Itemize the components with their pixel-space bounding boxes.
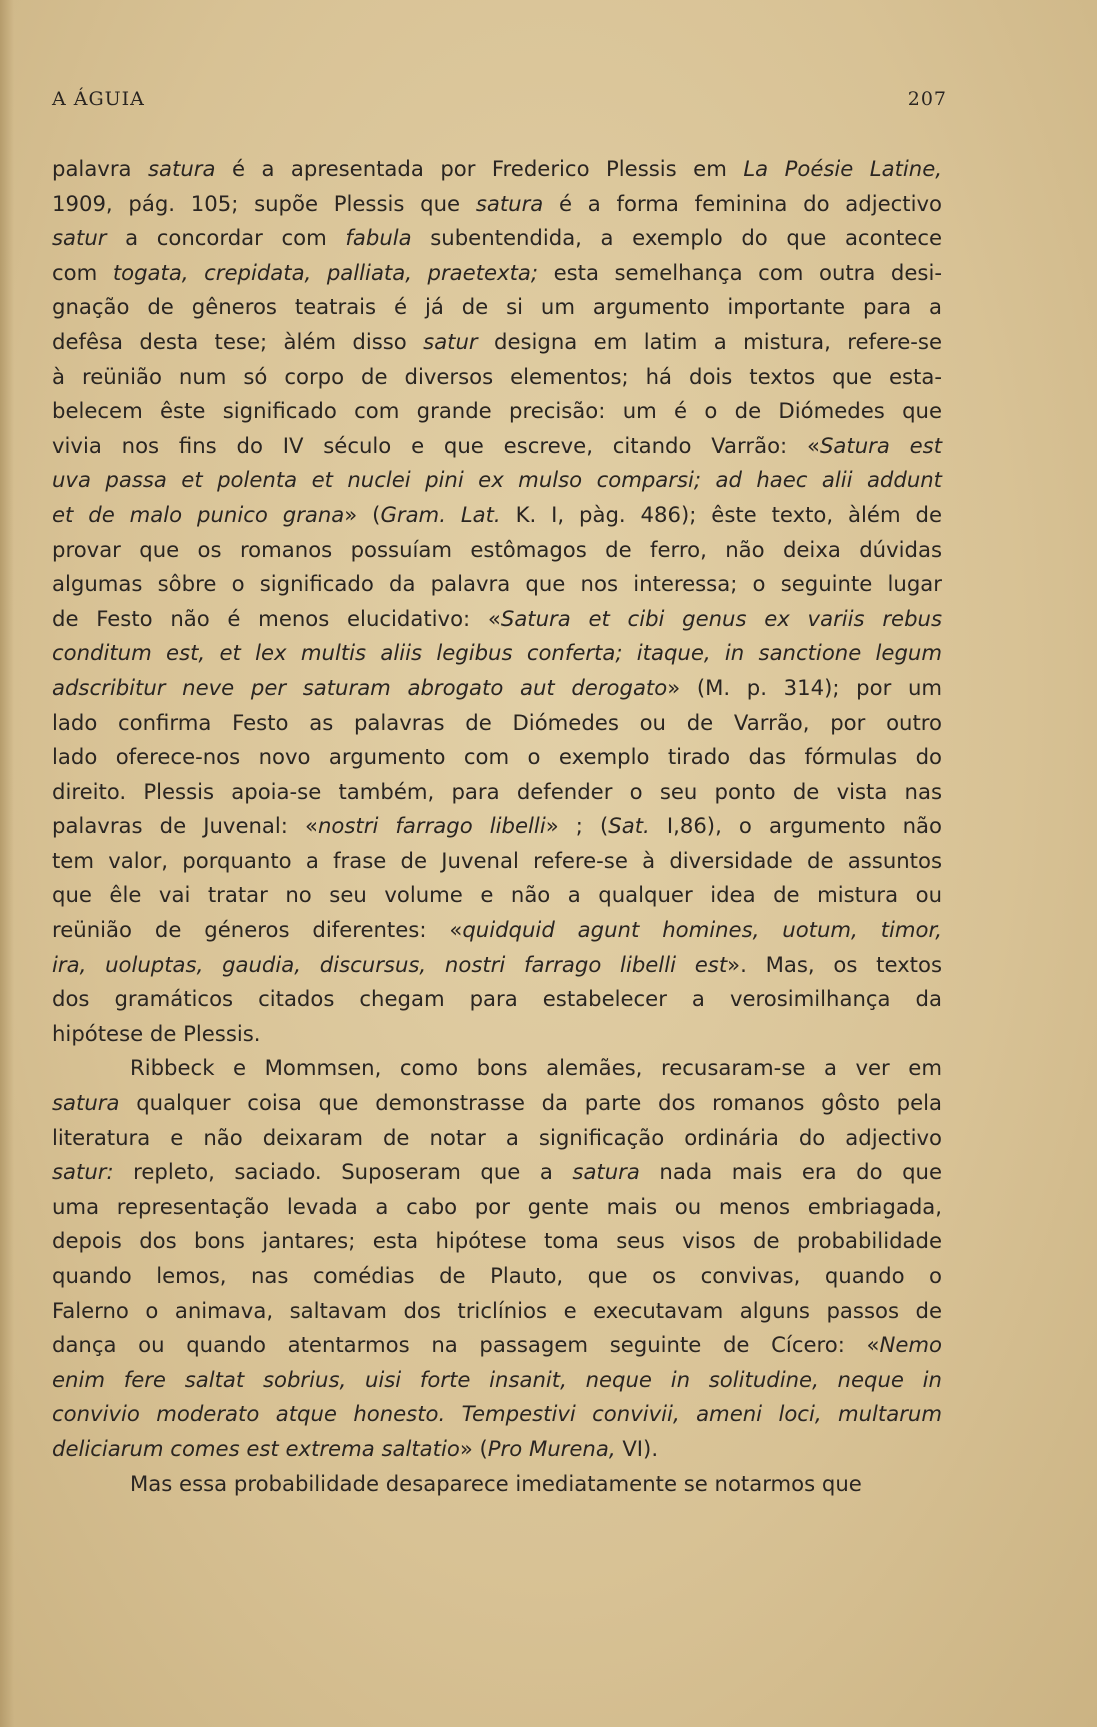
text-line: literatura e não deixaram de notar a significação ordinária do adjectivo xyxy=(52,1124,942,1150)
text-line: hipótese de Plessis. xyxy=(52,1020,261,1046)
text-line: lado confirma Festo as palavras de Diómedes ou de Varrão, por outro xyxy=(52,709,942,735)
text-line: vivia nos fins do IV século e que escreve, citando Varrão: «Satura est xyxy=(52,432,943,458)
text-line: palavras de Juvenal: «nostri farrago libelli» ; (Sat. I,86), o argumento não xyxy=(52,813,943,839)
text-line: gnação de gêneros teatrais é já de si um argumento importante para a xyxy=(52,294,942,320)
text-line: conditum est, et lex multis aliis legibus conferta; itaque, in sanctione legum xyxy=(52,640,942,666)
page-number: 207 xyxy=(907,88,947,110)
text-line: enim fere saltat sobrius, uisi forte insanit, neque in solitudine, neque in xyxy=(52,1366,942,1392)
text-line: com togata, crepidata, palliata, praetexta; esta semelhança com outra desi- xyxy=(52,259,942,285)
text-line: defêsa desta tese; àlém disso satur designa em latim a mistura, refere-se xyxy=(52,328,943,354)
text-line: que êle vai tratar no seu volume e não a qualquer idea de mistura ou xyxy=(52,882,942,908)
text-line: deliciarum comes est extrema saltatio» (Pro Murena, VI). xyxy=(52,1435,659,1461)
text-line: à reünião num só corpo de diversos elementos; há dois textos que esta- xyxy=(52,363,942,389)
text-line: et de malo punico grana» (Gram. Lat. K. I, pàg. 486); êste texto, àlém de xyxy=(52,501,942,527)
text-line: belecem êste significado com grande precisão: um é o de Diómedes que xyxy=(52,398,942,424)
text-line: uva passa et polenta et nuclei pini ex mulso comparsi; ad haec alii addunt xyxy=(52,467,942,493)
text-line: satura qualquer coisa que demonstrasse da parte dos romanos gôsto pela xyxy=(52,1090,942,1116)
text-line: Mas essa probabilidade desaparece imediatamente se notarmos que xyxy=(130,1470,862,1496)
text-line: Ribbeck e Mommsen, como bons alemães, recusaram-se a ver em xyxy=(130,1055,942,1081)
journal-title: A ÁGUIA xyxy=(52,88,145,110)
text-line: palavra satura é a apresentada por Frederico Plessis em La Poésie Latine, xyxy=(52,156,942,181)
text-line: quando lemos, nas comédias de Plauto, que os convivas, quando o xyxy=(52,1263,942,1288)
text-line: convivio moderato atque honesto. Tempestivi convivii, ameni loci, multarum xyxy=(52,1401,942,1427)
text-line: algumas sôbre o significado da palavra que nos interessa; o seguinte lugar xyxy=(52,571,942,597)
text-line: tem valor, porquanto a frase de Juvenal refere-se à diversidade de assuntos xyxy=(52,847,942,873)
text-line: uma representação levada a cabo por gente mais ou menos embriagada, xyxy=(52,1193,942,1219)
text-line: de Festo não é menos elucidativo: «Satura et cibi genus ex variis rebus xyxy=(52,605,942,631)
text-line: ira, uoluptas, gaudia, discursus, nostri farrago libelli est». Mas, os textos xyxy=(52,951,942,977)
text-line: dança ou quando atentarmos na passagem seguinte de Cícero: «Nemo xyxy=(52,1332,942,1358)
body-text xyxy=(52,152,942,1501)
text-line: satur a concordar com fabula subentendida, a exemplo do que acontece xyxy=(52,225,942,251)
text-line: depois dos bons jantares; esta hipótese toma seus visos de probabilidade xyxy=(52,1228,942,1254)
text-line: Falerno o animava, saltavam dos triclínios e executavam alguns passos de xyxy=(52,1297,942,1323)
text-line: reünião de géneros diferentes: «quidquid agunt homines, uotum, timor, xyxy=(52,917,942,943)
text-line: 1909, pág. 105; supõe Plessis que satura é a forma feminina do adjectivo xyxy=(52,190,942,216)
running-head xyxy=(52,88,947,110)
text-line: adscribitur neve per saturam abrogato aut derogato» (M. p. 314); por um xyxy=(52,674,943,700)
text-line: satur: repleto, saciado. Suposeram que a satura nada mais era do que xyxy=(52,1159,942,1185)
text-line: provar que os romanos possuíam estômagos de ferro, não deixa dúvidas xyxy=(52,536,942,562)
text-line: lado oferece-nos novo argumento com o exemplo tirado das fórmulas do xyxy=(52,744,942,770)
text-line: dos gramáticos citados chegam para estabelecer a verosimilhança da xyxy=(52,986,942,1012)
page-edge-shadow xyxy=(0,0,14,1727)
text-line: direito. Plessis apoia-se também, para defender o seu ponto de vista nas xyxy=(52,778,942,804)
